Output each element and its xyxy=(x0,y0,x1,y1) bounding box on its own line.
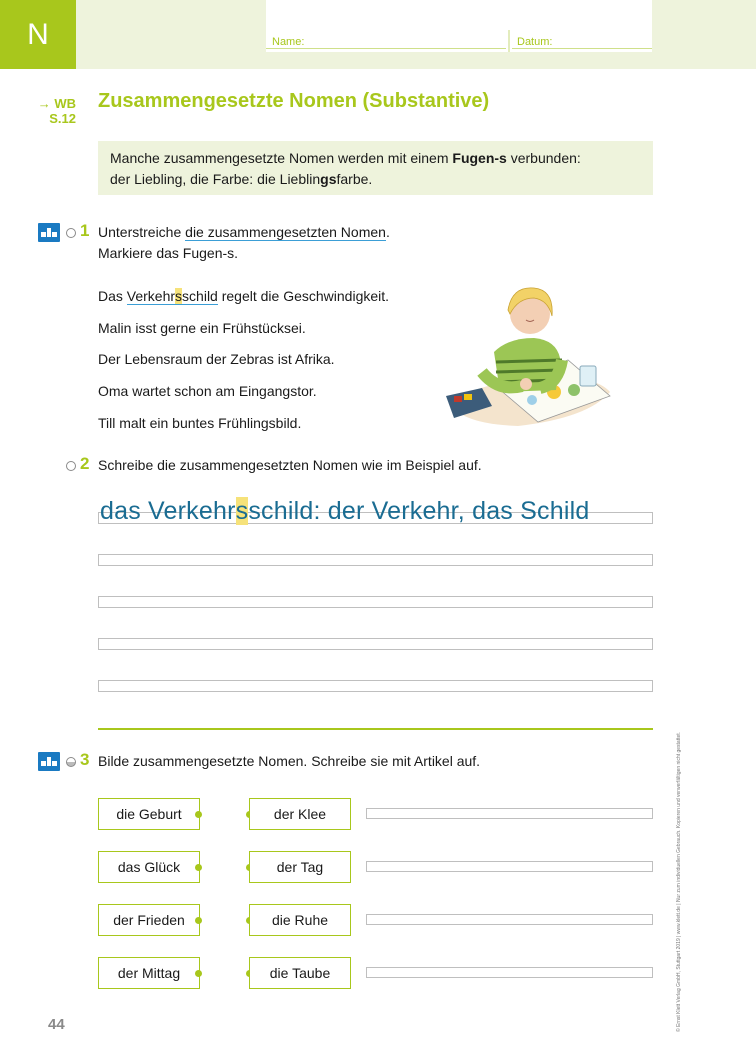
example-text: schild: der Verkehr, das Schild xyxy=(248,497,590,525)
example-answer xyxy=(100,497,589,526)
info-bold-s: gs xyxy=(320,171,337,187)
date-label: Datum: xyxy=(517,36,553,48)
writing-line[interactable] xyxy=(98,680,653,692)
right-word-box[interactable]: die Taube xyxy=(249,957,351,989)
example-text: das Verkehr xyxy=(100,497,236,525)
name-field[interactable] xyxy=(266,48,506,49)
connector-dot[interactable] xyxy=(195,970,202,977)
instr-text: . xyxy=(385,224,390,240)
exercise3-instruction: Bilde zusammengesetzte Nomen. Schreibe sie mit Artikel auf. xyxy=(98,753,481,769)
sentence-3: Der Lebensraum der Zebras ist Afrika. xyxy=(98,351,335,367)
unit-tag: N xyxy=(0,0,76,69)
sentence-4: Oma wartet schon am Eingangstor. xyxy=(98,383,317,399)
sentence-1 xyxy=(98,288,389,304)
right-word-box[interactable]: der Klee xyxy=(249,798,351,830)
writing-line[interactable] xyxy=(98,638,653,650)
writing-line[interactable] xyxy=(98,596,653,608)
writing-line[interactable] xyxy=(98,554,653,566)
partner-work-icon xyxy=(38,223,60,242)
fugen-s-highlight: s xyxy=(175,288,183,304)
field-separator xyxy=(508,30,510,52)
info-text: der Liebling, die Farbe: die Lieblin xyxy=(110,171,321,187)
connector-dot[interactable] xyxy=(195,864,202,871)
left-word-box[interactable]: der Mittag xyxy=(98,957,200,989)
right-word-box[interactable]: die Ruhe xyxy=(249,904,351,936)
difficulty-circle-icon xyxy=(66,228,76,238)
date-field[interactable] xyxy=(512,48,652,49)
sentence-2: Malin isst gerne ein Frühstücksei. xyxy=(98,320,306,336)
info-box xyxy=(98,141,653,195)
name-date-box xyxy=(266,0,652,52)
exercise-number: 2 xyxy=(80,454,90,473)
exercise-number: 3 xyxy=(80,750,90,769)
instr-underlined: die zusammengesetzten Nomen xyxy=(185,224,386,240)
answer-line[interactable] xyxy=(366,967,653,978)
info-bold: Fugen-s xyxy=(452,150,507,166)
word-part: schild xyxy=(182,288,218,304)
connector-dot[interactable] xyxy=(195,811,202,818)
exercise2-instruction: Schreibe die zusammengesetzten Nomen wie im Beispiel auf. xyxy=(98,457,482,473)
fugen-s-highlight: s xyxy=(235,497,249,525)
section-divider xyxy=(98,728,653,730)
left-word-box[interactable]: der Frieden xyxy=(98,904,200,936)
answer-line[interactable] xyxy=(366,914,653,925)
info-line-2 xyxy=(110,169,641,190)
instr-line-2: Markiere das Fugen-s. xyxy=(98,245,239,261)
copyright-notice: © Ernst Klett Verlag GmbH, Stuttgart 2019 | www.klett.de | Nur zum individuellen Gebrauch. Kopieren und verwerfältigen nicht gestattet. xyxy=(676,731,682,1032)
child-painting-illustration xyxy=(438,280,614,432)
workbook-reference xyxy=(34,96,76,126)
info-text: verbunden: xyxy=(506,150,581,166)
partner-work-icon xyxy=(38,752,60,771)
page-number: 44 xyxy=(48,1016,65,1033)
answer-line[interactable] xyxy=(366,861,653,872)
sentence-5: Till malt ein buntes Frühlingsbild. xyxy=(98,415,302,431)
info-text: Manche zusammengesetzte Nomen werden mit einem xyxy=(110,150,453,166)
info-line-1 xyxy=(110,148,641,169)
difficulty-half-circle-icon xyxy=(66,757,76,767)
difficulty-circle-icon xyxy=(66,461,76,471)
left-word-box[interactable]: die Geburt xyxy=(98,798,200,830)
exercise1-instruction xyxy=(98,222,390,264)
right-word-box[interactable]: der Tag xyxy=(249,851,351,883)
sentence-text: Das xyxy=(98,288,127,304)
word-part: Verkehr xyxy=(126,288,176,304)
compound-noun xyxy=(127,288,218,305)
name-label: Name: xyxy=(272,36,305,48)
workbook-arrow: → WB xyxy=(37,96,76,111)
left-word-box[interactable]: das Glück xyxy=(98,851,200,883)
answer-line[interactable] xyxy=(366,808,653,819)
workbook-page: S.12 xyxy=(49,111,76,126)
instr-text: Unterstreiche xyxy=(98,224,186,240)
connector-dot[interactable] xyxy=(195,917,202,924)
info-text: farbe. xyxy=(336,171,373,187)
sentence-text: regelt die Geschwindigkeit. xyxy=(217,288,390,304)
page-title: Zusammengesetzte Nomen (Substantive) xyxy=(98,90,490,112)
exercise-number: 1 xyxy=(80,221,90,240)
